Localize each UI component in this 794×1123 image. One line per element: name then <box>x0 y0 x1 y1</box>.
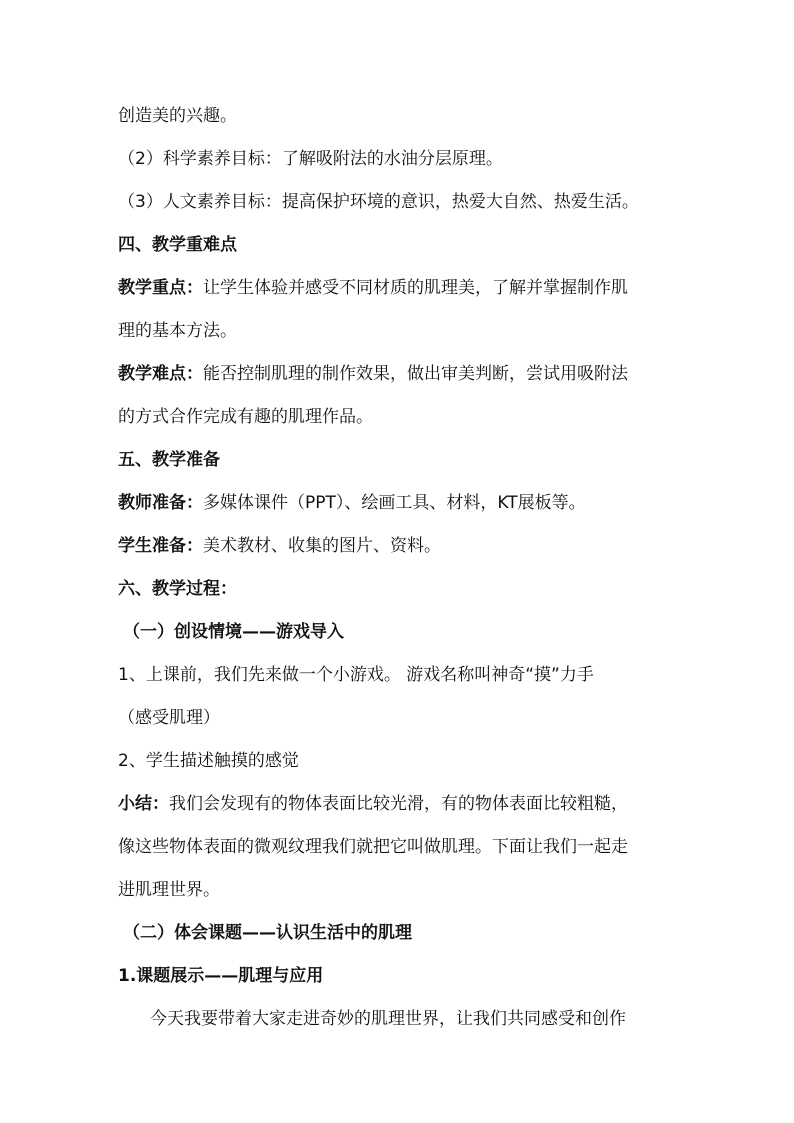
paragraph-line-18 <box>118 835 628 859</box>
subsection-heading-2-1 <box>118 964 323 988</box>
paragraph-line-19 <box>118 878 220 902</box>
line-text: （感受肌理） <box>118 708 220 728</box>
summary-line <box>118 792 628 816</box>
subheading-text: 1.课题展示——肌理与应用 <box>118 966 324 986</box>
heading-text: 四、教学重难点 <box>118 235 237 255</box>
line-text: （2）科学素养目标：了解吸附法的水油分层原理。 <box>118 149 503 169</box>
student-prep-text: 美术教材、收集的图片、资料。 <box>203 536 441 556</box>
section-heading-6 <box>118 577 237 601</box>
student-prep-label: 学生准备： <box>118 536 203 556</box>
paragraph-line-15 <box>118 706 220 730</box>
teacher-prep-label: 教师准备： <box>118 493 203 513</box>
paragraph-line-3 <box>118 190 639 214</box>
paragraph-line-1 <box>118 104 237 128</box>
paragraph-line-2 <box>118 147 503 171</box>
heading-text: 六、教学过程： <box>118 579 237 599</box>
section-heading-5 <box>118 448 220 472</box>
paragraph-line-16 <box>118 749 299 773</box>
key-point-label: 教学重点： <box>118 278 203 298</box>
section-heading-4 <box>118 233 237 257</box>
teacher-prep-text: 多媒体课件（PPT）、绘画工具、材料，KT展板等。 <box>203 493 586 513</box>
summary-label: 小结： <box>118 794 169 814</box>
line-text: （3）人文素养目标：提高保护环境的意识，热爱大自然、热爱生活。 <box>118 192 639 212</box>
paragraph-line-6 <box>118 319 237 343</box>
line-text: 2、学生描述触摸的感觉 <box>118 751 299 771</box>
difficult-point-line <box>118 362 628 386</box>
subsection-heading-1 <box>123 620 344 644</box>
subheading-text: （二）体会课题——认识生活中的肌理 <box>123 923 412 943</box>
difficult-point-text: 能否控制肌理的制作效果，做出审美判断，尝试用吸附法 <box>203 364 628 384</box>
line-text: 今天我要带着大家走进奇妙的肌理世界，让我们共同感受和创作 <box>150 1009 626 1029</box>
teacher-prep-line <box>118 491 586 515</box>
heading-text: 五、教学准备 <box>118 450 220 470</box>
student-prep-line <box>118 534 441 558</box>
line-text: 的方式合作完成有趣的肌理作品。 <box>118 407 373 427</box>
subheading-text: （一）创设情境——游戏导入 <box>123 622 344 642</box>
subsection-heading-2 <box>123 921 412 945</box>
line-text: 进肌理世界。 <box>118 880 220 900</box>
line-text: 创造美的兴趣。 <box>118 106 237 126</box>
difficult-point-label: 教学难点： <box>118 364 203 384</box>
line-text: 像这些物体表面的微观纹理我们就把它叫做肌理。下面让我们一起走 <box>118 837 628 857</box>
paragraph-line-8 <box>118 405 373 429</box>
paragraph-line-22 <box>150 1007 626 1031</box>
line-text: 1、上课前，我们先来做一个小游戏。 游戏名称叫神奇“摸”力手 <box>118 665 594 685</box>
summary-text: 我们会发现有的物体表面比较光滑，有的物体表面比较粗糙， <box>169 794 628 814</box>
key-point-line <box>118 276 628 300</box>
line-text: 理的基本方法。 <box>118 321 237 341</box>
key-point-text: 让学生体验并感受不同材质的肌理美，了解并掌握制作肌 <box>203 278 628 298</box>
paragraph-line-14 <box>118 663 594 687</box>
